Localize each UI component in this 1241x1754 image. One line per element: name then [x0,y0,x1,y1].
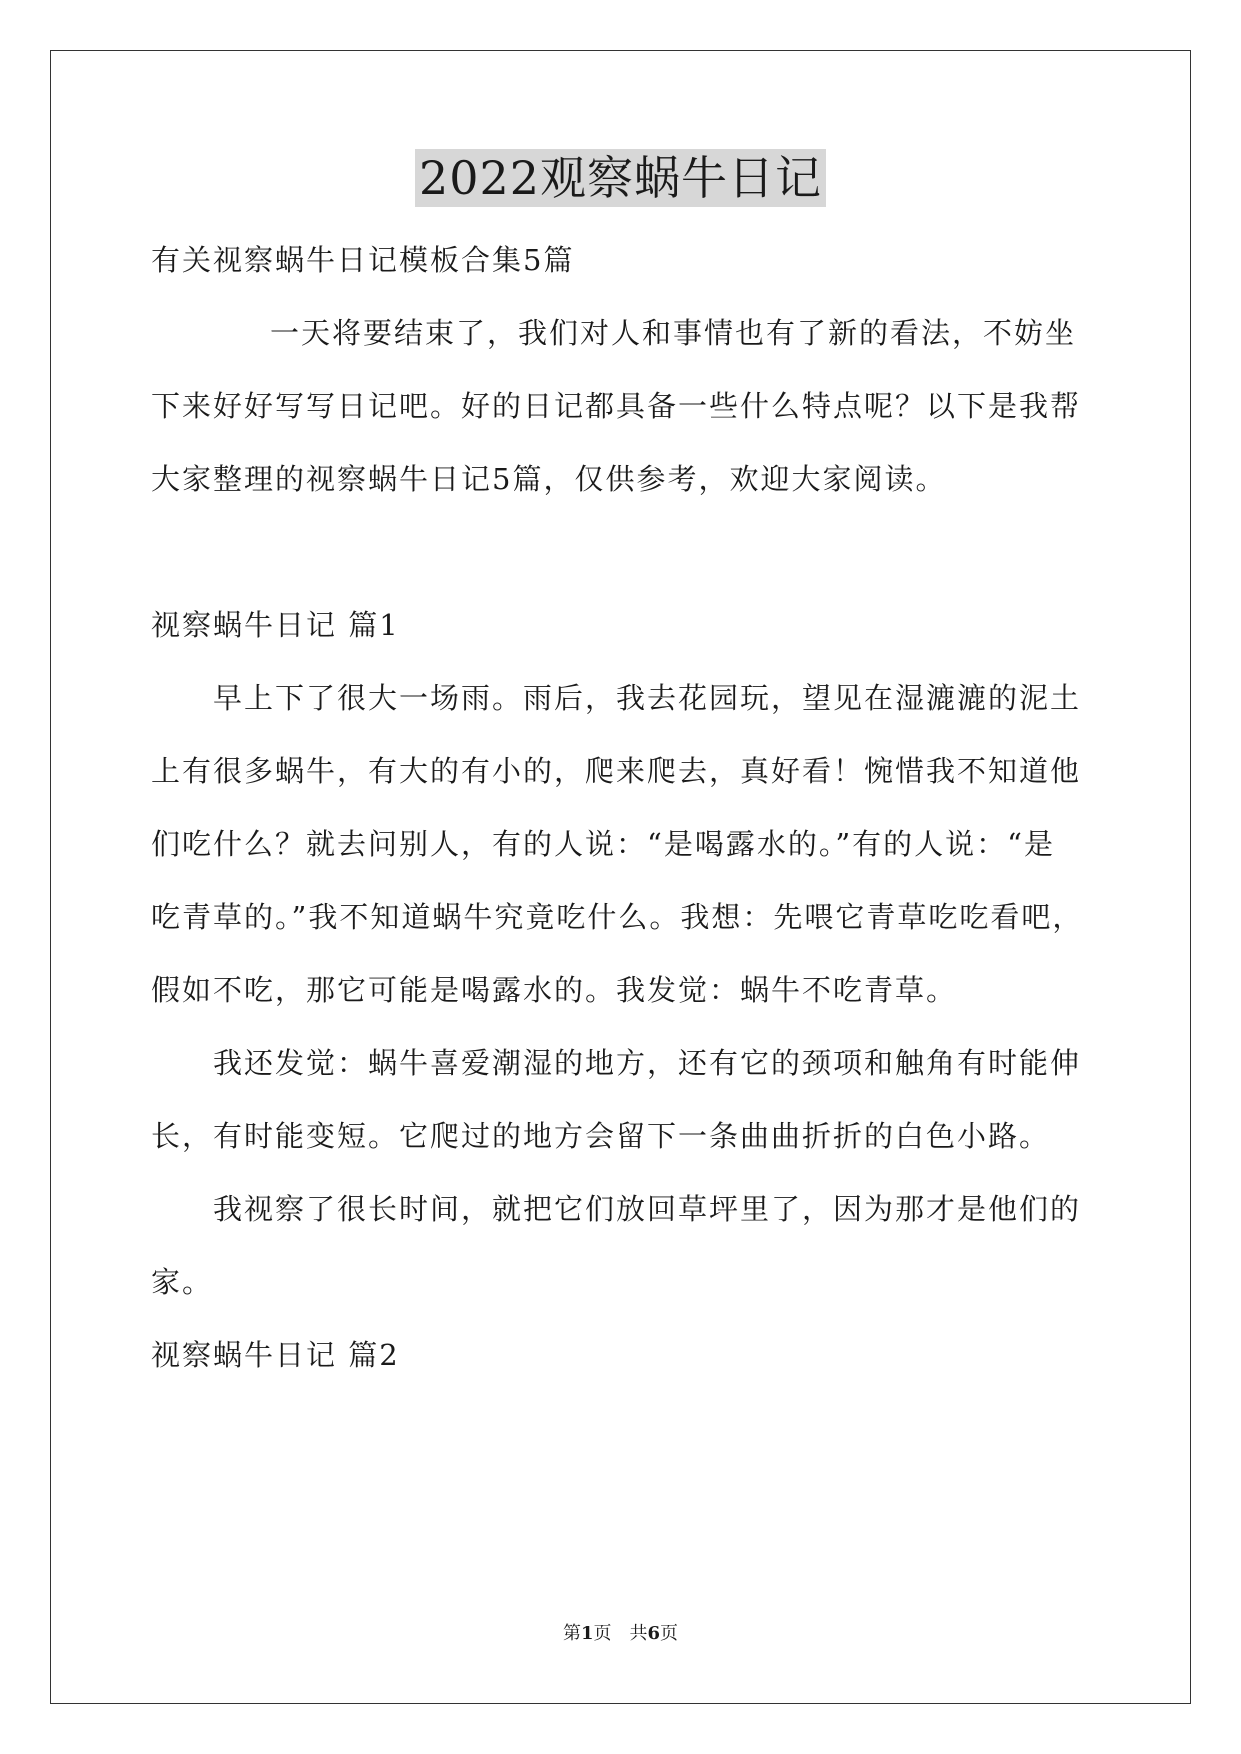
document-title-text: 2022观察蜗牛日记 [415,149,826,207]
paragraph-line: 上有很多蜗牛，有大的有小的，爬来爬去，真好看！惋惜我不知道他 [151,754,1082,788]
paragraph-line: 我还发觉：蜗牛喜爱潮湿的地方，还有它的颈项和触角有时能伸 [213,1046,1082,1080]
paragraph-line: 早上下了很大一场雨。雨后，我去花园玩，望见在湿漉漉的泥土 [213,681,1082,715]
footer-suffix: 页 [660,1623,679,1644]
section-heading: 视察蜗牛日记 篇2 [151,1338,400,1372]
paragraph-line: 我视察了很长时间，就把它们放回草坪里了，因为那才是他们的 [213,1192,1082,1226]
intro-line: 下来好好写写日记吧。好的日记都具备一些什么特点呢？以下是我帮 [151,389,1082,423]
paragraph-line: 家。 [151,1265,214,1299]
paragraph-line: 假如不吃，那它可能是喝露水的。我发觉：蜗牛不吃青草。 [151,973,958,1007]
document-subtitle: 有关视察蜗牛日记模板合集5篇 [151,243,575,277]
page-border [50,50,1191,1704]
paragraph-line: 长，有时能变短。它爬过的地方会留下一条曲曲折折的白色小路。 [151,1119,1051,1153]
document-title [0,150,1241,206]
paragraph-line: 们吃什么？就去问别人，有的人说：“是喝露水的。”有的人说：“是 [151,827,1055,861]
paragraph-line: 吃青草的。”我不知道蜗牛究竟吃什么。我想：先喂它青草吃吃看吧， [151,900,1084,934]
footer-total-pages: 6 [647,1623,661,1644]
intro-line: 一天将要结束了，我们对人和事情也有了新的看法，不妨坐 [270,316,1077,350]
section-heading: 视察蜗牛日记 篇1 [151,608,400,642]
footer-prefix: 第 [562,1623,581,1644]
intro-line: 大家整理的视察蜗牛日记5篇，仅供参考，欢迎大家阅读。 [151,462,947,496]
footer-page-number: 1 [580,1623,594,1644]
footer-mid: 页 共 [593,1623,648,1644]
page-footer [0,1622,1241,1646]
